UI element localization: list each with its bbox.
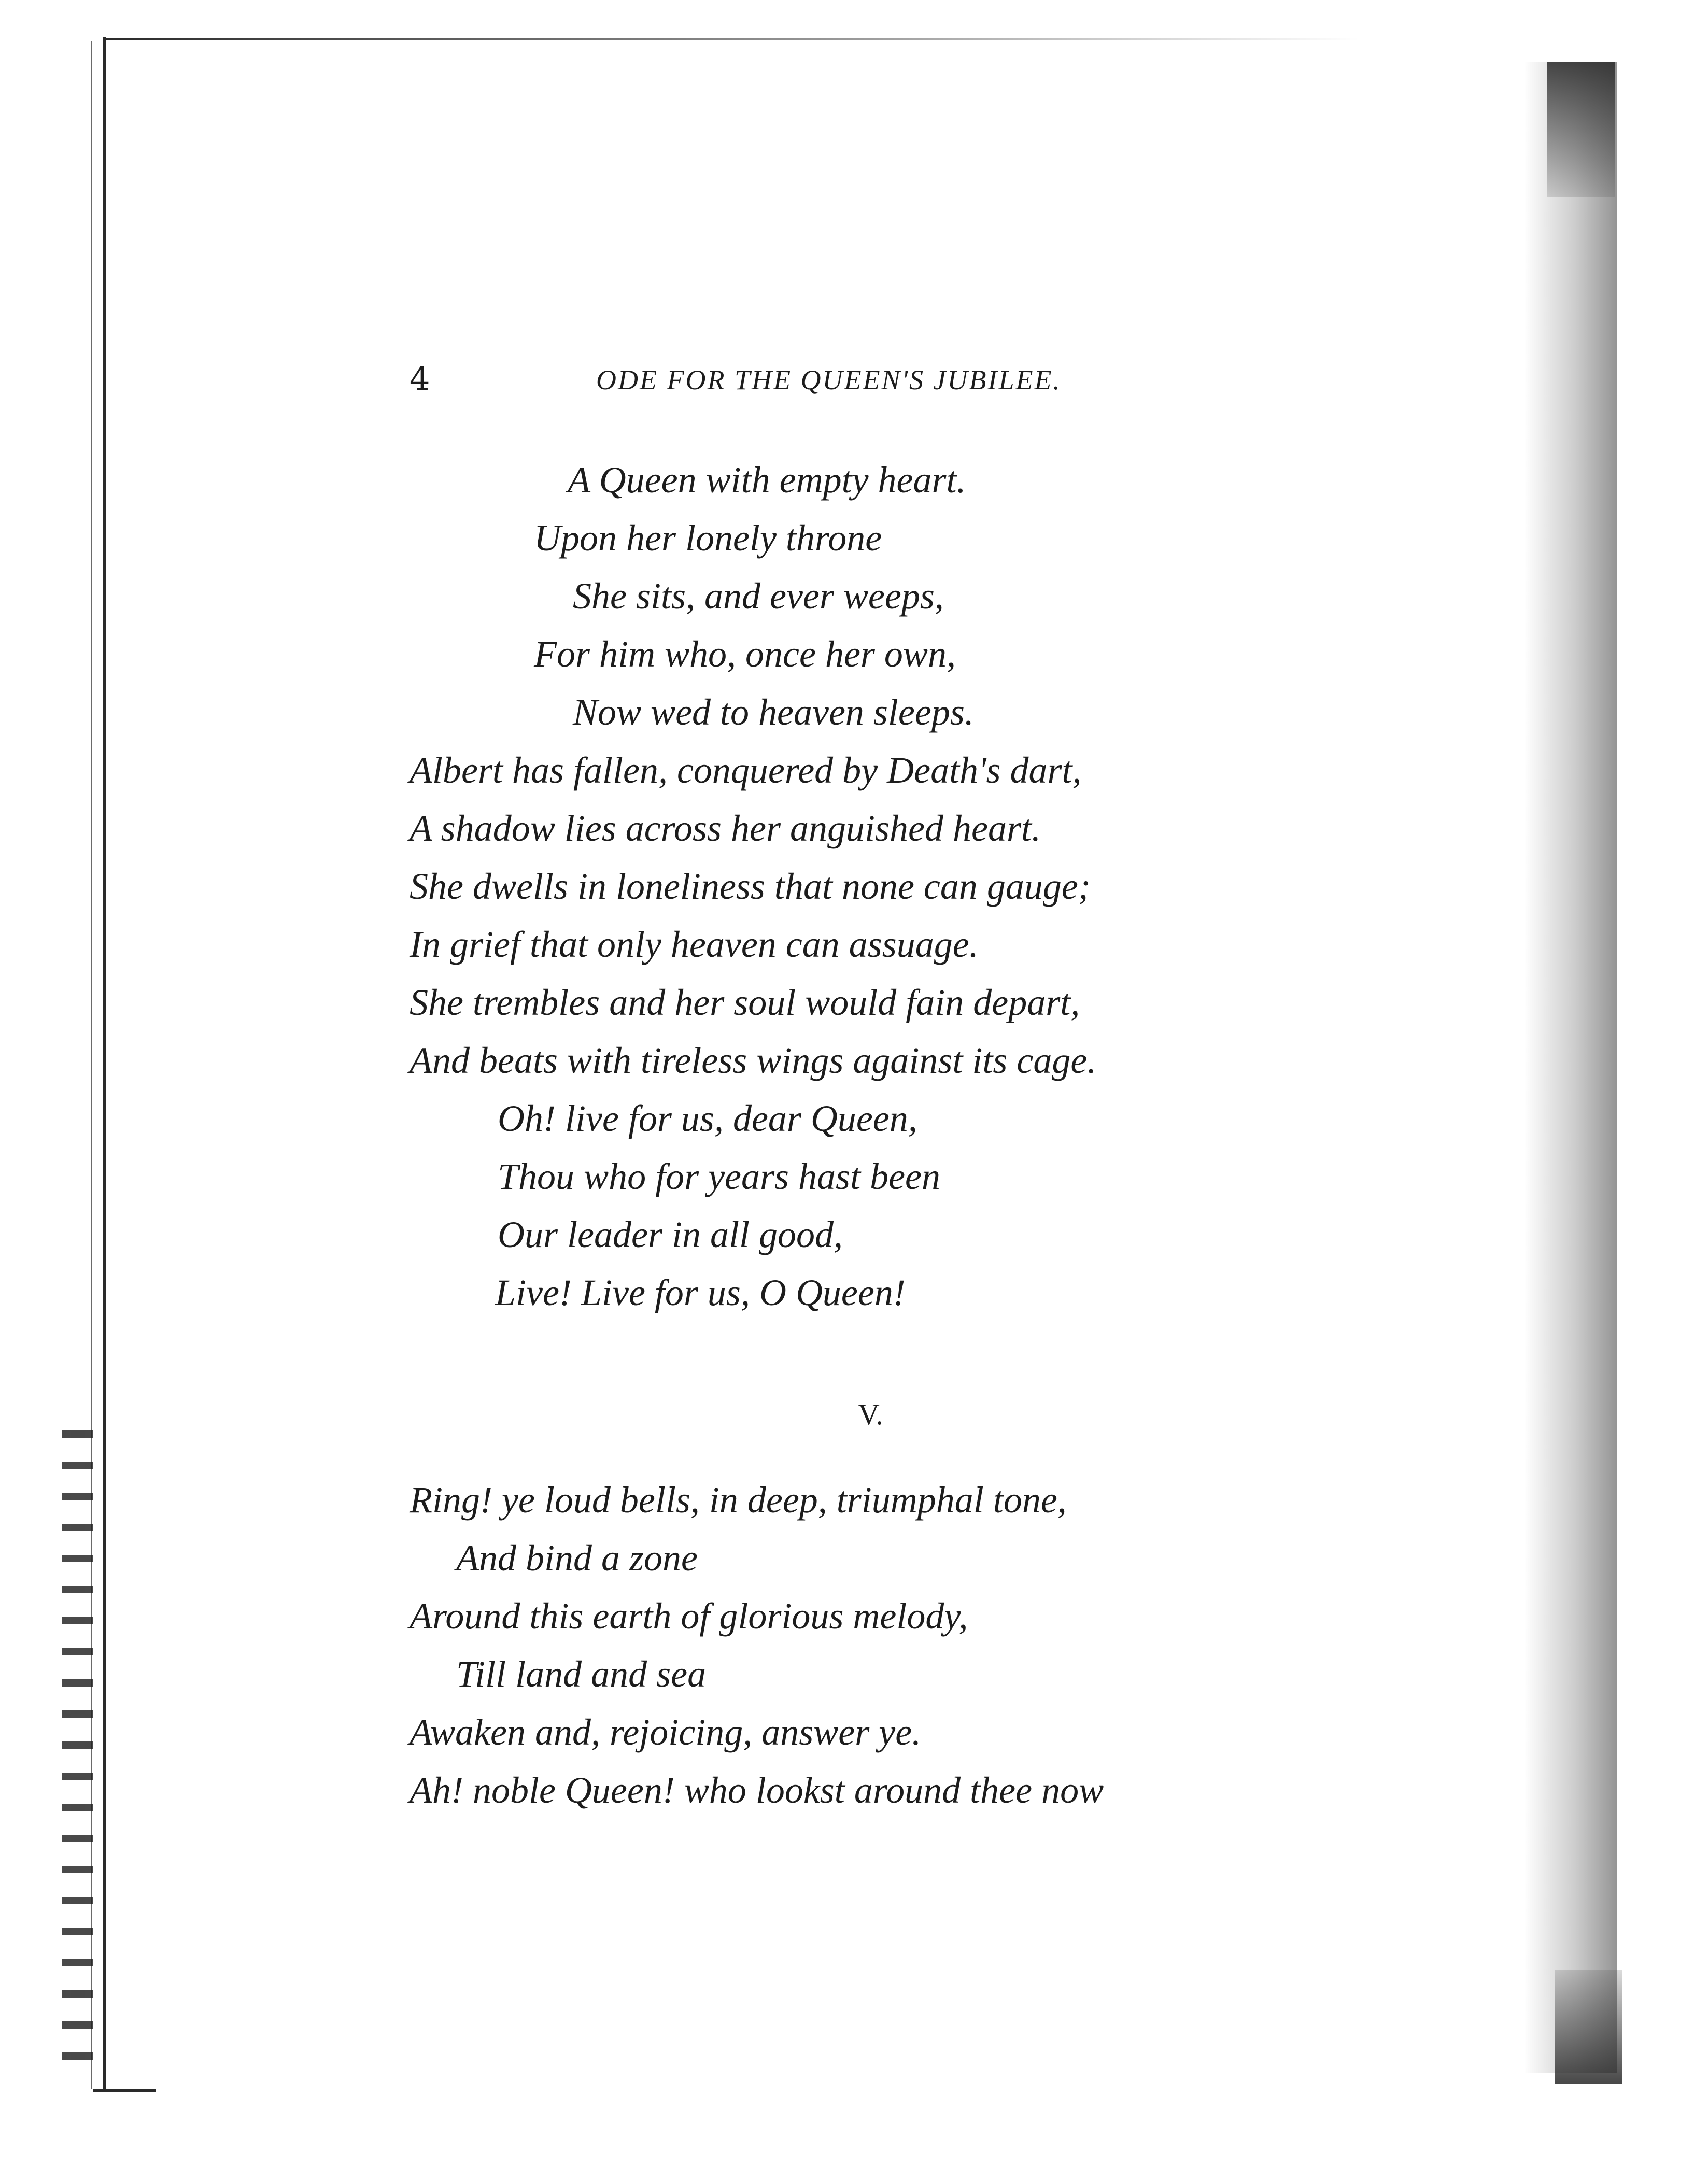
running-title: ODE FOR THE QUEEN'S JUBILEE. [596, 364, 1062, 395]
poem-line: Albert has fallen, conquered by Death's dart, [410, 749, 1082, 791]
poem-line: Now wed to heaven sleeps. [573, 691, 974, 733]
poem-line: Upon her lonely throne [534, 517, 882, 559]
section-numeral: V. [858, 1397, 883, 1431]
poem-line: For him who, once her own, [534, 633, 956, 675]
poem-line: And bind a zone [456, 1537, 698, 1579]
page-number: 4 [410, 360, 430, 398]
poem-line: She trembles and her soul would fain depart, [410, 982, 1080, 1023]
poem-line: Ring! ye loud bells, in deep, triumphal tone, [410, 1479, 1067, 1521]
poem-line: Live! Live for us, O Queen! [495, 1272, 906, 1313]
edge-marks [62, 1430, 93, 2084]
poem-line: A Queen with empty heart. [568, 459, 966, 501]
bottom-rule [93, 2089, 156, 2092]
poem-line: She sits, and ever weeps, [573, 575, 944, 617]
poem-line: A shadow lies across her anguished heart. [410, 808, 1041, 849]
scan-shadow [1524, 62, 1617, 2073]
poem-line: Till land and sea [456, 1653, 707, 1695]
scan-shadow-bottom [1555, 1970, 1622, 2084]
poem-line: In grief that only heaven can assuage. [410, 924, 979, 965]
poem-line: Oh! live for us, dear Queen, [498, 1098, 917, 1139]
poem-line: She dwells in loneliness that none can gauge; [410, 866, 1091, 907]
poem-line: Ah! noble Queen! who lookst around thee now [410, 1769, 1104, 1811]
scan-shadow-top [1547, 62, 1615, 197]
poem-line: Thou who for years hast been [498, 1156, 940, 1197]
binding-rule [103, 37, 106, 2090]
poem-line: Our leader in all good, [498, 1214, 843, 1255]
poem-line: Awaken and, rejoicing, answer ye. [410, 1711, 922, 1753]
poem-line: And beats with tireless wings against its cage. [410, 1040, 1097, 1081]
top-rule [104, 38, 1358, 40]
poem-line: Around this earth of glorious melody, [410, 1595, 968, 1637]
